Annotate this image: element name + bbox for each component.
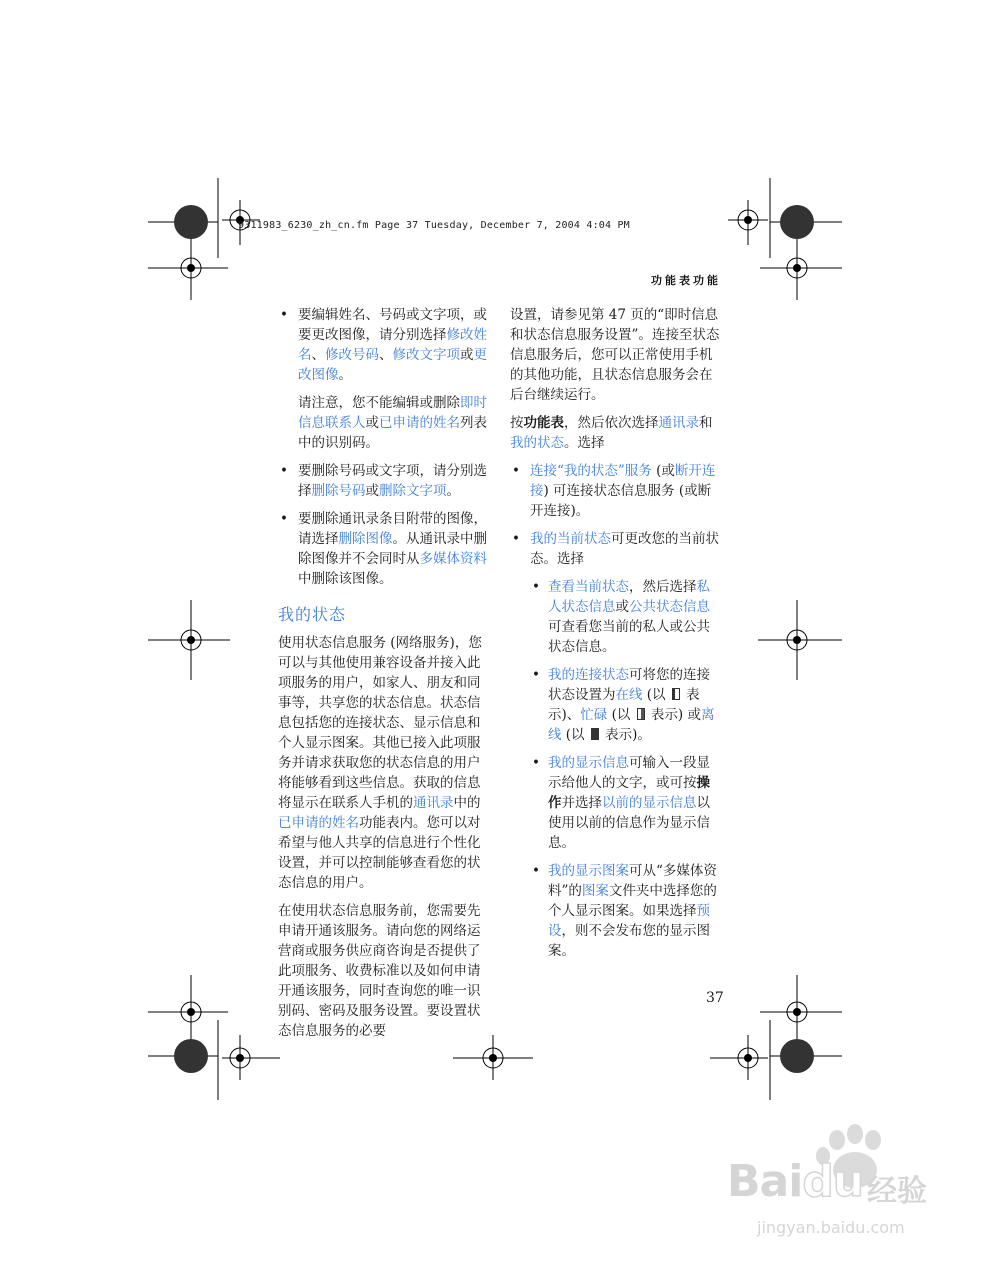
link-display-message[interactable]: 我的显示信息 bbox=[548, 755, 629, 771]
link-online[interactable]: 在线 bbox=[615, 687, 643, 703]
link-view-status[interactable]: 查看当前状态 bbox=[548, 579, 629, 595]
text: 表示) 或 bbox=[646, 707, 701, 723]
watermark-url: jingyan.baidu.com bbox=[757, 1218, 905, 1237]
link-connection-status[interactable]: 我的连接状态 bbox=[548, 667, 629, 683]
link-change-image[interactable]: 更改图像 bbox=[298, 347, 487, 383]
text: 可从“多媒体资料”的 bbox=[548, 863, 717, 899]
text: 。从通讯录中删除图像并不会同时从 bbox=[298, 531, 487, 567]
text: ，则不会发布您的显示图案。 bbox=[548, 923, 710, 959]
note-paragraph bbox=[278, 393, 488, 453]
list-item bbox=[278, 305, 488, 385]
text: 和 bbox=[699, 415, 713, 431]
link-gallery[interactable]: 多媒体资料 bbox=[419, 551, 487, 567]
text: 表示)、 bbox=[548, 687, 700, 723]
link-disconnect[interactable]: 断开连接 bbox=[530, 463, 716, 499]
text: 中删除该图像。 bbox=[298, 571, 393, 587]
text: (以 bbox=[561, 727, 589, 743]
link-contacts[interactable]: 通讯录 bbox=[658, 415, 699, 431]
text: 或 bbox=[365, 415, 379, 431]
service-paragraph: 在使用状态信息服务前，您需要先申请开通该服务。请向您的网络运营商或服务供应商咨询是否提供了此项服务、收费标准以及如何申请开通该服务，同时查询您的唯一识别码、密码及服务设置。要设置状态信息服务的必要 bbox=[278, 903, 481, 1039]
busy-status-icon bbox=[637, 708, 645, 720]
menu-keyword: 功能表 bbox=[523, 415, 564, 431]
text: 使用状态信息服务 (网络服务)，您可以与其他使用兼容设备并接入此项服务的用户，如家人、朋友和同事等，共享您的状态信息。状态信息包括您的连接状态、显示信息和个人显示图案。其他已接入此项服务并请求获取您的状态信息的用户将能够看到这些信息。获取的信息将显示在联系人手机的 bbox=[278, 635, 482, 811]
text: 或 bbox=[615, 599, 629, 615]
watermark-brand: Bai bbox=[727, 1156, 803, 1207]
text: 要编辑姓名、号码或文字项，或要更改图像，请分别选择 bbox=[298, 307, 487, 343]
link-delete-text[interactable]: 删除文字项 bbox=[379, 483, 447, 499]
link-connect-service[interactable]: 连接“我的状态”服务 bbox=[530, 463, 652, 479]
sub-list-item bbox=[530, 753, 723, 853]
continued-paragraph: 设置，请参见第 47 页的“即时信息和状态信息服务设置”。连接至状态信息服务后，您可以正常使用手机的其他功能，且状态信息服务会在后台继续运行。 bbox=[510, 307, 720, 403]
text: 。 bbox=[338, 367, 352, 383]
list-item bbox=[278, 461, 488, 501]
sub-list-item bbox=[530, 577, 723, 657]
text: 并选择 bbox=[561, 795, 602, 811]
watermark-cn: 经验 bbox=[867, 1174, 927, 1209]
sub-list-item bbox=[530, 665, 723, 745]
text: 。选择 bbox=[564, 435, 605, 451]
list-item bbox=[510, 461, 723, 521]
text: ，然后依次选择 bbox=[564, 415, 659, 431]
options-keyword: 操作 bbox=[548, 775, 710, 811]
text: (或 bbox=[651, 463, 675, 479]
watermark bbox=[719, 1120, 949, 1250]
text: 功能表内。您可以对希望与他人共享的信息进行个性化设置，并可以控制能够查看您的状态信息的用户。 bbox=[278, 815, 481, 891]
link-subscribed-names[interactable]: 已申请的姓名 bbox=[278, 815, 359, 831]
link-default[interactable]: 预设 bbox=[548, 903, 710, 939]
text: 中的 bbox=[453, 795, 481, 811]
intro-paragraph bbox=[278, 633, 488, 893]
text: ) 可连接状态信息服务 (或断开连接)。 bbox=[530, 483, 712, 519]
link-delete-number[interactable]: 删除号码 bbox=[311, 483, 366, 499]
link-display-logo[interactable]: 我的显示图案 bbox=[548, 863, 629, 879]
link-busy[interactable]: 忙碌 bbox=[580, 707, 608, 723]
link-edit-text[interactable]: 修改文字项 bbox=[392, 347, 460, 363]
link-im-contacts[interactable]: 即时信息联系人 bbox=[298, 395, 487, 431]
text: 可更改您的当前状态。选择 bbox=[530, 531, 719, 567]
text: 、 bbox=[311, 347, 325, 363]
select-paragraph bbox=[510, 413, 723, 453]
text: 可将您的连接状态设置为 bbox=[548, 667, 710, 703]
list-item bbox=[278, 509, 488, 589]
text: 请注意，您不能编辑或删除 bbox=[298, 395, 460, 411]
text: 。 bbox=[446, 483, 460, 499]
link-current-status[interactable]: 我的当前状态 bbox=[530, 531, 611, 547]
page-number: 37 bbox=[706, 990, 724, 1006]
left-column bbox=[278, 305, 488, 1049]
text: 要删除通讯录条目附带的图像，请选择 bbox=[298, 511, 487, 547]
text: (以 bbox=[642, 687, 670, 703]
link-previous-message[interactable]: 以前的显示信息 bbox=[602, 795, 697, 811]
file-info-header: 9311983_6230_zh_cn.fm Page 37 Tuesday, December 7, 2004 4:04 PM bbox=[238, 220, 630, 231]
section-heading: 我的状态 bbox=[278, 605, 347, 624]
text: 或 bbox=[365, 483, 379, 499]
text: 可查看您当前的私人或公共状态信息。 bbox=[548, 619, 710, 655]
text: 以使用以前的信息作为显示信息。 bbox=[548, 795, 710, 851]
link-graphics[interactable]: 图案 bbox=[581, 883, 609, 899]
link-subscribed-names[interactable]: 已申请的姓名 bbox=[379, 415, 460, 431]
link-delete-image[interactable]: 删除图像 bbox=[338, 531, 393, 547]
text: 表示)。 bbox=[600, 727, 651, 743]
sub-list-item bbox=[530, 861, 723, 961]
text: 文件夹中选择您的个人显示图案。如果选择 bbox=[548, 883, 717, 919]
text: 可输入一段显示给他人的文字，或可按 bbox=[548, 755, 710, 791]
link-edit-name[interactable]: 修改姓名 bbox=[298, 327, 487, 363]
link-offline[interactable]: 离线 bbox=[548, 707, 715, 743]
link-contacts[interactable]: 通讯录 bbox=[413, 795, 454, 811]
watermark-brand-2: du bbox=[802, 1156, 864, 1207]
list-item bbox=[510, 529, 723, 961]
link-my-presence[interactable]: 我的状态 bbox=[510, 435, 564, 451]
text: (以 bbox=[607, 707, 635, 723]
online-status-icon bbox=[672, 688, 680, 700]
text: 要删除号码或文字项，请分别选择 bbox=[298, 463, 487, 499]
offline-status-icon bbox=[591, 728, 599, 740]
text: 、 bbox=[379, 347, 393, 363]
right-column bbox=[510, 305, 723, 969]
text: ，然后选择 bbox=[629, 579, 697, 595]
link-edit-number[interactable]: 修改号码 bbox=[325, 347, 379, 363]
link-private-status[interactable]: 私人状态信息 bbox=[548, 579, 710, 615]
text: 或 bbox=[460, 347, 474, 363]
text: 列表中的识别码。 bbox=[298, 415, 487, 451]
section-label: 功能表功能 bbox=[651, 274, 721, 287]
link-public-status[interactable]: 公共状态信息 bbox=[629, 599, 710, 615]
text: 按 bbox=[510, 415, 524, 431]
